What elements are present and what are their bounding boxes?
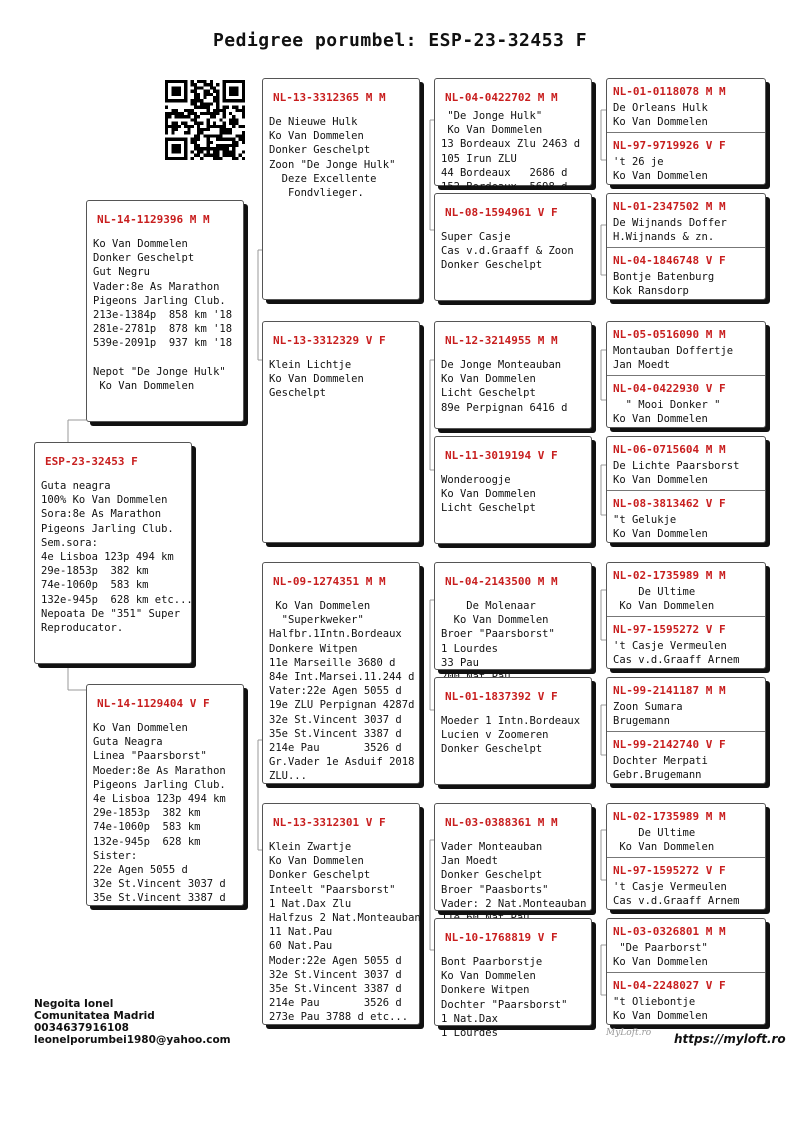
pigeon-details: Bont Paarborstje Ko Van Dommelen Donkere Witpen Dochter "Paarsborst" 1 Nat.Dax 1 Lourdes bbox=[441, 956, 568, 1040]
great-grandparent-card bbox=[434, 677, 592, 785]
ring-number: NL-09-1274351 M M bbox=[273, 575, 386, 588]
pigeon-details: 't Casje Vermeulen Cas v.d.Graaff Arnem bbox=[613, 881, 740, 908]
ring-number: NL-13-3312301 V F bbox=[273, 816, 386, 829]
ring-number: NL-97-1595272 V F bbox=[613, 864, 726, 877]
pigeon-details: "t Gelukje Ko Van Dommelen bbox=[613, 514, 708, 541]
ring-number: NL-08-3813462 V F bbox=[613, 497, 726, 510]
ring-number: NL-14-1129404 V F bbox=[97, 697, 210, 710]
ring-number: NL-02-1735989 M M bbox=[613, 810, 726, 823]
pigeon-details: " Mooi Donker " Ko Van Dommelen bbox=[613, 399, 721, 426]
ring-number: NL-01-2347502 M M bbox=[613, 200, 726, 213]
pigeon-details: De Jonge Monteauban Ko Van Dommelen Licht Geschelpt 89e Perpignan 6416 d bbox=[441, 359, 568, 414]
ring-number: NL-02-1735989 M M bbox=[613, 569, 726, 582]
g5-pair-card bbox=[606, 918, 766, 1025]
dam-card bbox=[86, 684, 244, 906]
great-grandparent-card bbox=[434, 193, 592, 301]
pigeon-details: De Orleans Hulk Ko Van Dommelen bbox=[613, 102, 708, 129]
great-grandparent-card bbox=[434, 562, 592, 670]
page-title: Pedigree porumbel: ESP-23-32453 F bbox=[212, 30, 588, 51]
ring-number: NL-04-0422930 V F bbox=[613, 382, 726, 395]
pigeon-details: Super Casje Cas v.d.Graaff & Zoon Donker Geschelpt bbox=[441, 231, 574, 272]
ring-number: NL-99-2141187 M M bbox=[613, 684, 726, 697]
great-grandparent-card bbox=[434, 78, 592, 194]
ring-number: NL-10-1768819 V F bbox=[445, 931, 558, 944]
ring-number: NL-11-3019194 V F bbox=[445, 449, 558, 462]
pigeon-details: De Lichte Paarsborst Ko Van Dommelen bbox=[613, 460, 740, 487]
owner-contact: Negoita Ionel Comunitatea Madrid 0034637916108 leonelporumbei1980@yahoo.com bbox=[34, 998, 231, 1046]
pigeon-details: Moeder 1 Intn.Bordeaux Lucien v Zoomeren Donker Geschelpt bbox=[441, 715, 581, 756]
ring-number: NL-04-0422702 M M bbox=[445, 91, 558, 104]
ring-number: NL-04-1846748 V F bbox=[613, 254, 726, 267]
ring-number: NL-13-3312365 M M bbox=[273, 91, 386, 104]
pigeon-details: Montauban Doffertje Jan Moedt bbox=[613, 345, 734, 372]
ring-number: NL-12-3214955 M M bbox=[445, 334, 558, 347]
signature: MyLoft.ro bbox=[606, 1028, 652, 1038]
ring-number: NL-05-0516090 M M bbox=[613, 328, 726, 341]
pigeon-details: Dochter Merpati Gebr.Brugemann bbox=[613, 755, 708, 782]
great-grandparent-card bbox=[434, 803, 592, 911]
website-link[interactable]: https://myloft.ro bbox=[674, 1032, 786, 1046]
ring-number: NL-06-0715604 M M bbox=[613, 443, 726, 456]
grandparent-card bbox=[262, 562, 420, 784]
pigeon-details: 't 26 je Ko Van Dommelen bbox=[613, 156, 708, 183]
great-grandparent-card bbox=[434, 321, 592, 429]
ring-number: NL-13-3312329 V F bbox=[273, 334, 386, 347]
pigeon-details: Wonderoogje Ko Van Dommelen Licht Geschelpt bbox=[441, 474, 536, 515]
grandparent-card bbox=[262, 78, 420, 300]
g5-pair-card bbox=[606, 677, 766, 784]
great-grandparent-card bbox=[434, 918, 592, 1040]
pigeon-details: De Wijnands Doffer H.Wijnands & zn. bbox=[613, 217, 727, 244]
pigeon-details: Ko Van Dommelen "Superkweker" Halfbr.1Intn.Bordeaux Donkere Witpen 11e Marseille 3680 d 84e Int.Marsei.11.244 d Vater:22e Agen 5055 d 19e ZLU Perpignan 4287d 32e St.Vincent 3037 d 35e St.Vincent 3387 d 214e Pau 3526 d Gr.Vader 1e Asduif 2018 ZLU... bbox=[269, 600, 415, 783]
ring-number: NL-04-2248027 V F bbox=[613, 979, 726, 992]
pigeon-details: De Molenaar Ko Van Dommelen Broer "Paarsborst" 1 Lourdes 33 Pau bbox=[441, 600, 555, 669]
pigeon-details: "t Oliebontje Ko Van Dommelen bbox=[613, 996, 708, 1023]
pigeon-details: Bontje Batenburg Kok Ransdorp bbox=[613, 271, 715, 298]
g5-pair-card bbox=[606, 193, 766, 300]
pigeon-details: "De Jonge Hulk" Ko Van Dommelen 13 Bordeaux Zlu 2463 d 105 Irun ZLU 44 Bordeaux 2686 d 152 Bordeaux 5698 d bbox=[441, 110, 581, 194]
pigeon-details: De Ultime Ko Van Dommelen bbox=[619, 827, 715, 854]
g5-pair-card bbox=[606, 803, 766, 910]
g5-pair-card bbox=[606, 78, 766, 185]
ring-number: NL-97-9719926 V F bbox=[613, 139, 726, 152]
g5-pair-card bbox=[606, 436, 766, 543]
sire-card bbox=[86, 200, 244, 422]
g5-pair-card bbox=[606, 321, 766, 428]
pigeon-details: Guta neagra 100% Ko Van Dommelen Sora:8e As Marathon Pigeons Jarling Club. Sem.sora: 4e Lisboa 123p 494 km 29e-1853p 382 km 74e-1060p 583 km 132e-945p 628 km etc... Nepoata De "351" Super Reproducator. bbox=[41, 480, 193, 635]
grandparent-card bbox=[262, 321, 420, 543]
ring-number: NL-01-1837392 V F bbox=[445, 690, 558, 703]
pigeon-details: 't Casje Vermeulen Cas v.d.Graaff Arnem bbox=[613, 640, 740, 667]
ring-number: NL-01-0118078 M M bbox=[613, 85, 726, 98]
grandparent-card bbox=[262, 803, 420, 1025]
ring-number: NL-03-0388361 M M bbox=[445, 816, 558, 829]
pigeon-details: Klein Zwartje Ko Van Dommelen Donker Geschelpt Inteelt "Paarsborst" 1 Nat.Dax Zlu Halfzus 2 Nat.Monteauban 11 Nat.Pau 60 Nat.Pau Moder:22e Agen 5055 d 32e St.Vincent 3037 d 35e St.Vincent 3387 d 214e Pau 3526 d 273e Pau 3788 d etc... bbox=[269, 841, 421, 1024]
pigeon-details: "De Paarborst" Ko Van Dommelen bbox=[613, 942, 708, 969]
ring-number: NL-08-1594961 V F bbox=[445, 206, 558, 219]
ring-number: NL-14-1129396 M M bbox=[97, 213, 210, 226]
pigeon-details: Ko Van Dommelen Donker Geschelpt Gut Negru Vader:8e As Marathon Pigeons Jarling Club. 213e-1384p 858 km '18 281e-2781p 878 km '18 539e-2091p 937 km '18 Nepot "De Jonge Hulk" Ko Van Dommelen bbox=[93, 238, 233, 393]
g5-pair-card bbox=[606, 562, 766, 669]
pigeon-details: Klein Lichtje Ko Van Dommelen Geschelpt bbox=[269, 359, 364, 400]
ring-number: NL-97-1595272 V F bbox=[613, 623, 726, 636]
pigeon-details: Vader Monteauban Jan Moedt Donker Geschelpt Broer "Paasborts" Vader: 2 Nat.Monteauban bbox=[441, 841, 587, 910]
pigeon-details: Ko Van Dommelen Guta Neagra Linea "Paarsborst" Moeder:8e As Marathon Pigeons Jarling Club. 4e Lisboa 123p 494 km 29e-1853p 382 km 74e-1060p 583 km 132e-945p 628 km Sister: 22e Agen 5055 d 32e St.Vincent 3037 d 35e St.Vincent 3387 d bbox=[93, 722, 226, 905]
ring-number: ESP-23-32453 F bbox=[45, 455, 138, 468]
ring-number: NL-04-2143500 M M bbox=[445, 575, 558, 588]
pigeon-details: De Ultime Ko Van Dommelen bbox=[619, 586, 715, 613]
ring-number: NL-99-2142740 V F bbox=[613, 738, 726, 751]
pigeon-details: De Nieuwe Hulk Ko Van Dommelen Donker Geschelpt Zoon "De Jonge Hulk" Deze Excellente Fondvlieger. bbox=[269, 116, 396, 200]
subject-card bbox=[34, 442, 192, 664]
great-grandparent-card bbox=[434, 436, 592, 544]
pigeon-details: Zoon Sumara Brugemann bbox=[613, 701, 683, 728]
ring-number: NL-03-0326801 M M bbox=[613, 925, 726, 938]
